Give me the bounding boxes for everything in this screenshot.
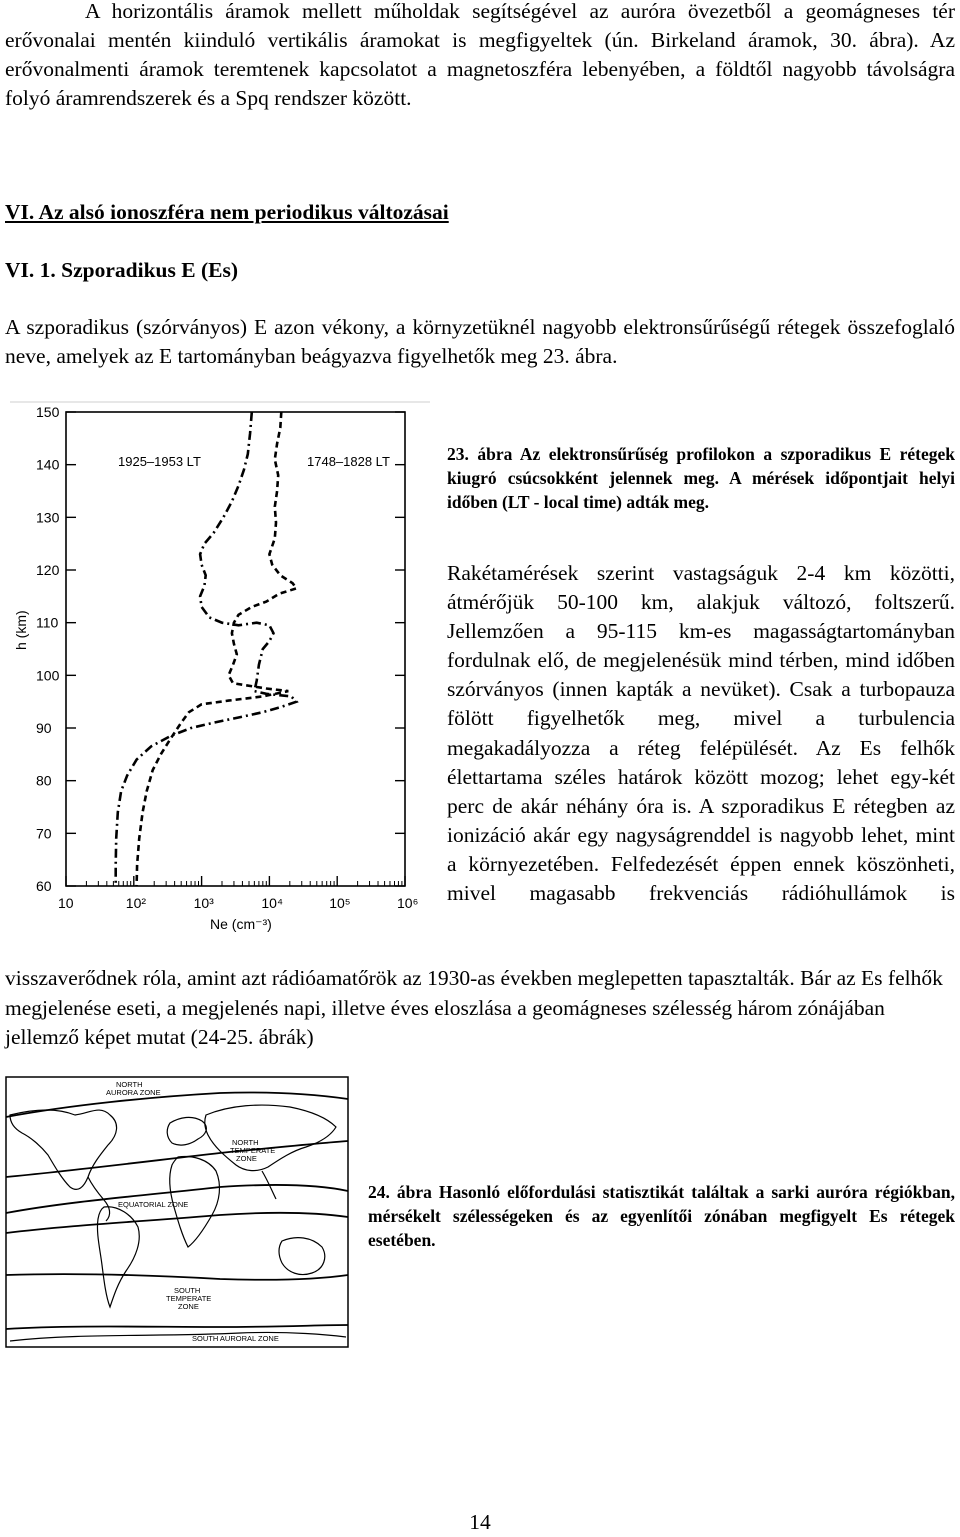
figure-24-caption-block (368, 1180, 955, 1252)
definition-paragraph: A szporadikus (szórványos) E azon vékony, a környzetüknél nagyobb elektronsűrűségű rétegek összefoglaló neve, amelyek az E tartományban beágyazva figyelhetők meg 23. ábra. (5, 315, 955, 368)
figure-24-map (0, 1075, 352, 1351)
map-label-north-aurora-1: NORTH (116, 1080, 143, 1089)
y-tick-label: 120 (36, 562, 60, 578)
x-tick-label: 10⁵ (329, 895, 351, 911)
intro-paragraph-block (5, 0, 955, 113)
y-tick-label: 80 (36, 772, 52, 789)
y-tick-label: 90 (36, 720, 52, 736)
continuation-paragraph: visszaverődnek róla, amint azt rádióamatőrök az 1930-as években meglepetten tapasztalták. Bár az Es felhők megjelenése eseti, a megjelenés napi, illetve éves eloszlása a geomágneses szélesség három zónájában jellemző képet mutat (24-25. ábrák) (5, 966, 943, 1049)
intro-paragraph: A horizontális áramok mellett műholdak segítségével az auróra övezetből a geomágneses tér erővonalai mentén kiinduló vertikális áramokat is megfigyeltek (ún. Birkeland áramok, 30. ábra). Az erővonalmenti áramok teremtenek kapcsolatot a magnetoszféra lebenyében, a földtől nagyobb távolságra folyó áramrendszerek és a Spq rendszer között. (5, 0, 955, 110)
y-tick-label: 70 (36, 825, 52, 842)
figure-24-caption: 24. ábra Hasonló előfordulási statisztikát találtak a sarki auróra régiókban, mérsékelt szélességeken és az egyenlítői zónában megfigyelt Es rétegek esetében. (368, 1182, 955, 1250)
series-label-1925: 1925–1953 LT (118, 454, 201, 469)
y-axis-label: h (km) (13, 610, 29, 650)
page-number: 14 (469, 1510, 491, 1534)
x-tick-label: 10² (125, 895, 147, 911)
figure-23-caption-block (447, 442, 955, 514)
map-label-south-temperate-1: SOUTH (174, 1286, 201, 1295)
series-label-1748: 1748–1828 LT (307, 454, 390, 469)
side-paragraph: Rakétamérések szerint vastagságuk 2-4 km közötti, átmérőjük 50-100 km, alakjuk változó, foltszerű. Jellemzően a 95-115 km-es magasságtartományban fordulnak elő, de megjelenésük mind térben, mind időben szórványos (innen kapták a nevüket). Csak a turbopauza fölött figyelhetők meg, mivel a turbulencia megakadályozza a réteg felépülését. Az Es felhők élettartama széles határok között mozog; lehet egy-két perc de akár néhány óra is. A szporadikus E rétegben az ionizáció akár egy nagyságrenddel is nagyobb lehet, mint a környezetében. Felfedezését éppen ennek köszönheti, mivel magasabb frekvenciás rádióhullámok is (447, 561, 955, 906)
definition-paragraph-block (5, 313, 955, 371)
section-heading-block (5, 200, 449, 225)
map-label-north-temperate-2: TEMPERATE (230, 1146, 276, 1155)
y-tick-label: 140 (36, 456, 60, 473)
map-label-south-temperate-3: ZONE (178, 1302, 199, 1311)
series-line-0 (116, 412, 297, 886)
map-label-north-temperate-3: ZONE (236, 1154, 257, 1163)
y-tick-label: 60 (36, 878, 52, 894)
series-line-1 (137, 412, 297, 886)
figure-23-chart (0, 398, 432, 940)
y-tick-label: 150 (36, 404, 60, 420)
electron-density-profile-chart (0, 398, 432, 940)
continuation-paragraph-block (5, 964, 955, 1053)
figure-23-caption: 23. ábra Az elektronsűrűség profilokon a szporadikus E rétegek kiugró csúcsokként jelennek meg. A mérések időpontjait helyi időben (LT - local time) adták meg. (447, 444, 955, 512)
map-label-south-temperate-2: TEMPERATE (166, 1294, 212, 1303)
y-tick-label: 110 (36, 614, 59, 631)
x-tick-label: 10⁴ (261, 895, 283, 911)
x-tick-label: 10³ (193, 895, 214, 911)
map-label-north-temperate-1: NORTH (232, 1138, 259, 1147)
map-label-north-aurora-2: AURORA ZONE (106, 1088, 161, 1097)
section-title: VI. Az alsó ionoszféra nem periodikus változásai (5, 200, 449, 224)
x-tick-label: 10 (58, 895, 74, 911)
x-axis-label: Ne (cm⁻³) (210, 916, 272, 932)
world-es-zones-map (0, 1075, 352, 1351)
subsection-title: VI. 1. Szporadikus E (Es) (5, 258, 238, 282)
x-tick-label: 10⁶ (397, 895, 419, 911)
map-label-equatorial: EQUATORIAL ZONE (118, 1200, 189, 1209)
side-paragraph-block (447, 559, 955, 908)
subsection-heading-block (5, 258, 238, 283)
map-label-south-aurora: SOUTH AURORAL ZONE (192, 1334, 279, 1343)
y-tick-label: 100 (36, 667, 60, 684)
y-tick-label: 130 (36, 509, 60, 526)
